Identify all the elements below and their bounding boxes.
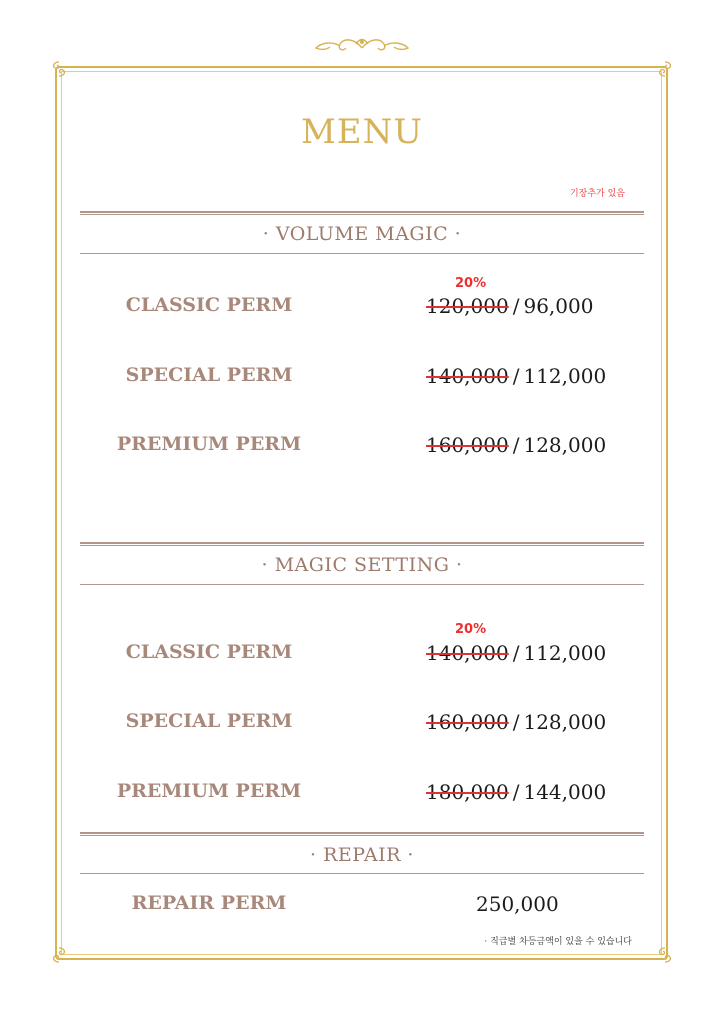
sale-price: 144,000 [523,780,607,804]
discount-badge: 20% [455,622,487,637]
section-divider [80,211,644,215]
section-divider [80,873,644,874]
menu-item-price: 140,000 / 112,000 [426,641,607,665]
menu-item-price: 250,000 [476,892,559,916]
footer-note: · 직급별 차등금액이 있을 수 있습니다 [484,937,632,947]
corner-flourish-icon [50,946,68,964]
original-price: 140,000 [426,641,509,665]
menu-item-price: 180,000 / 144,000 [426,780,607,804]
sale-price: 112,000 [523,641,607,665]
section-title-repair: · REPAIR · [310,844,414,866]
original-price: 120,000 [426,294,509,318]
section-divider [80,832,644,836]
sale-price: 128,000 [523,433,607,457]
menu-item-price: 160,000 / 128,000 [426,710,607,734]
section-title-volume-magic: · VOLUME MAGIC · [262,223,462,245]
section-divider [80,253,644,254]
original-price: 140,000 [426,364,509,388]
menu-item-name: CLASSIC PERM [125,641,293,663]
original-price: 160,000 [426,433,509,457]
menu-frame-inner [61,71,662,955]
sale-price: 112,000 [523,364,607,388]
sale-price: 128,000 [523,710,607,734]
menu-item-name: SPECIAL PERM [125,364,293,386]
length-surcharge-note: 기장추가 있음 [569,189,625,199]
sale-price: 96,000 [523,294,594,318]
menu-item-price: 160,000 / 128,000 [426,433,607,457]
section-divider [80,584,644,585]
menu-item-name: PREMIUM PERM [116,433,302,455]
discount-badge: 20% [455,276,487,291]
original-price: 180,000 [426,780,509,804]
section-divider [80,542,644,546]
corner-flourish-icon [50,60,68,78]
menu-item-name: CLASSIC PERM [125,294,293,316]
menu-item-name: REPAIR PERM [131,892,287,914]
original-price: 160,000 [426,710,509,734]
menu-item-name: PREMIUM PERM [116,780,302,802]
menu-item-price: 120,000 / 96,000 [426,294,594,318]
section-title-magic-setting: · MAGIC SETTING · [261,554,463,576]
menu-title: MENU [300,112,424,152]
flourish-ornament-icon [310,36,414,56]
corner-flourish-icon [656,946,674,964]
menu-item-price: 140,000 / 112,000 [426,364,607,388]
menu-item-name: SPECIAL PERM [125,710,293,732]
corner-flourish-icon [656,60,674,78]
